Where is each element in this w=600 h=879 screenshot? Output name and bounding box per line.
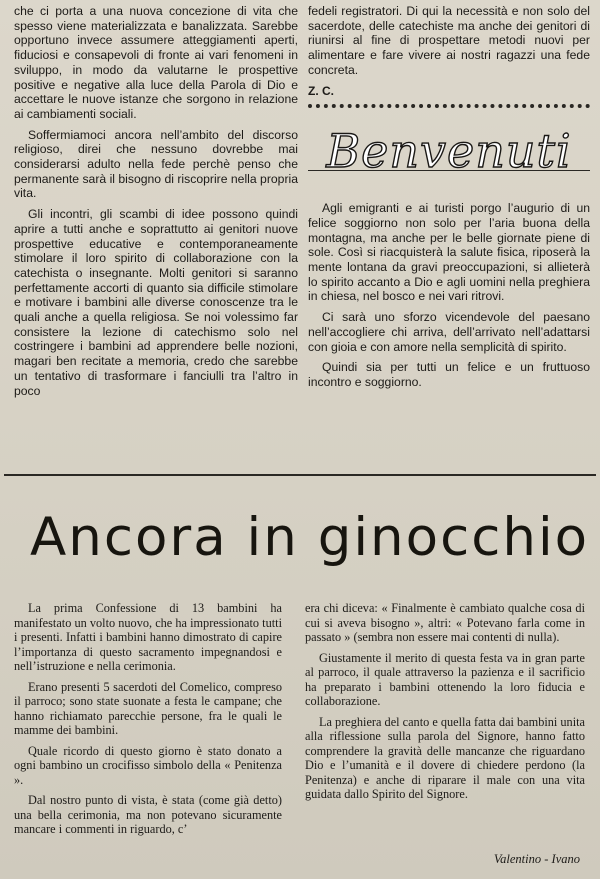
dotted-separator (308, 104, 590, 112)
paragraph: Giustamente il merito di questa festa va in gran parte al parroco, il quale attraverso la pazienza e il sacrificio ha preparato i bambini ottenendo la loro fiducia e collaborazione. (305, 650, 585, 708)
paragraph: Agli emigranti e ai turisti porgo l’augurio di un felice soggiorno non solo per l’aria buona della montagna, ma anche per le belle giornate piene di sole. Così si riacquisterà la salute fisica, riposerà la mente lontana da gravi preoccupazioni, si allieterà lo spirito accanto a Dio e agli uomini nella preghiera in chiesa, nel bosco e nei vari ritrovi. (308, 201, 590, 304)
paragraph: Gli incontri, gli scambi di idee possono quindi aprire a tutti anche e soprattutto ai genitori nuove prospettive educative e contemporaneamente stimolare il loro spirito di collaborazione con la catechista o insegnante. Molti genitori si saranno perfettamente accorti di quanto sia difficile stimolare e motivare i bambini alle diverse conoscenze tra le quali anche a quella religiosa. Se noi volessimo far consistere la lezione di catechismo solo nel costringere i bambini ad apprendere belle nozioni, magari ben recitate a memoria, credo che sarebbe un tentativo di trasformare i fanciulli tra l’altro in poco (14, 207, 298, 398)
paragraph: Quindi sia per tutti un felice e un fruttuoso incontro e soggiorno. (308, 360, 590, 389)
section-rule (4, 474, 596, 476)
paragraph: che ci porta a una nuova concezione di vita che spesso viene materializzata e banalizzata. Sarebbe opportuno invece assumere atteggiamenti aperti, fiduciosi e consapevoli di fronte ai vari fenomeni in sviluppo, in modo da valutarne le prospettive positive e negative alla luce della Parola di Dio e accettare le nuove istanze che sorgono in relazione ai cambiamenti sociali. (14, 4, 298, 121)
article-continuation-left (14, 4, 298, 404)
paragraph: Erano presenti 5 sacerdoti del Comelico, compreso il parroco; sono state suonate a festa le campane; che hanno richiamato parecchie persone, fra le quali le mamme dei bambini. (14, 679, 282, 737)
paragraph: La preghiera del canto e quella fatta dai bambini unita alla riflessione sulla parola del Signore, hanno fatto comprendere la gravità delle mancanze che riguardano Dio e l’umanità e il dovere di chiedere perdono (la Penitenza) e anche di riparare il male con una vita guidata dallo Spirito del Signore. (305, 714, 585, 801)
benvenuti-title: Benvenuti (326, 124, 572, 179)
article-authors: Valentino - Ivano (493, 852, 580, 866)
author-signature: Z. C. (308, 83, 334, 98)
paragraph: Ci sarà uno sforzo vicendevole del paesano nell’accogliere chi arriva, dell’arrivato nell’adattarsi con gioia e con amore nella semplicità di spirito. (308, 310, 590, 354)
article-column-left (14, 601, 282, 843)
paragraph: Quale ricordo di questo giorno è stato donato a ogni bambino un crocifisso simbolo della « Penitenza ». (14, 743, 282, 787)
article-continuation-right (308, 4, 590, 396)
paragraph: La prima Confessione di 13 bambini ha manifestato un volto nuovo, che ha impressionato tutti i presenti. Infatti i bambini hanno dimostrato di capire l’importanza di questo sacramento impegnandosi e nell’istruzione e nella cerimonia. (14, 601, 282, 673)
paragraph: era chi diceva: « Finalmente è cambiato qualche cosa di cui si aveva bisogno », altri: « Potevano farla come in passato » (sembra non essere mai contenti di nulla). (305, 601, 585, 644)
paragraph: Dal nostro punto di vista, è stata (come già detto) una bella cerimonia, ma non potevano sicuramente mancare i commenti in riguardo, c’ (14, 793, 282, 836)
column-gap (299, 300, 300, 470)
article-headline: Ancora in ginocchio (30, 507, 590, 568)
paragraph: Soffermiamoci ancora nell’ambito del discorso religioso, direi che nessuno dovrebbe mai considerarsi adulto nella fede perchè penso che permanente sarà il bisogno di riscoprire nella propria vita. (14, 127, 298, 201)
paragraph: fedeli registratori. Di qui la necessità e non solo del sacerdote, delle catechiste ma anche dei genitori di riunirsi al fine di prospettare metodi nuovi per alimentare e fare vivere ai nostri ragazzi una fede concreta. (308, 4, 590, 77)
article-column-right (305, 601, 585, 808)
